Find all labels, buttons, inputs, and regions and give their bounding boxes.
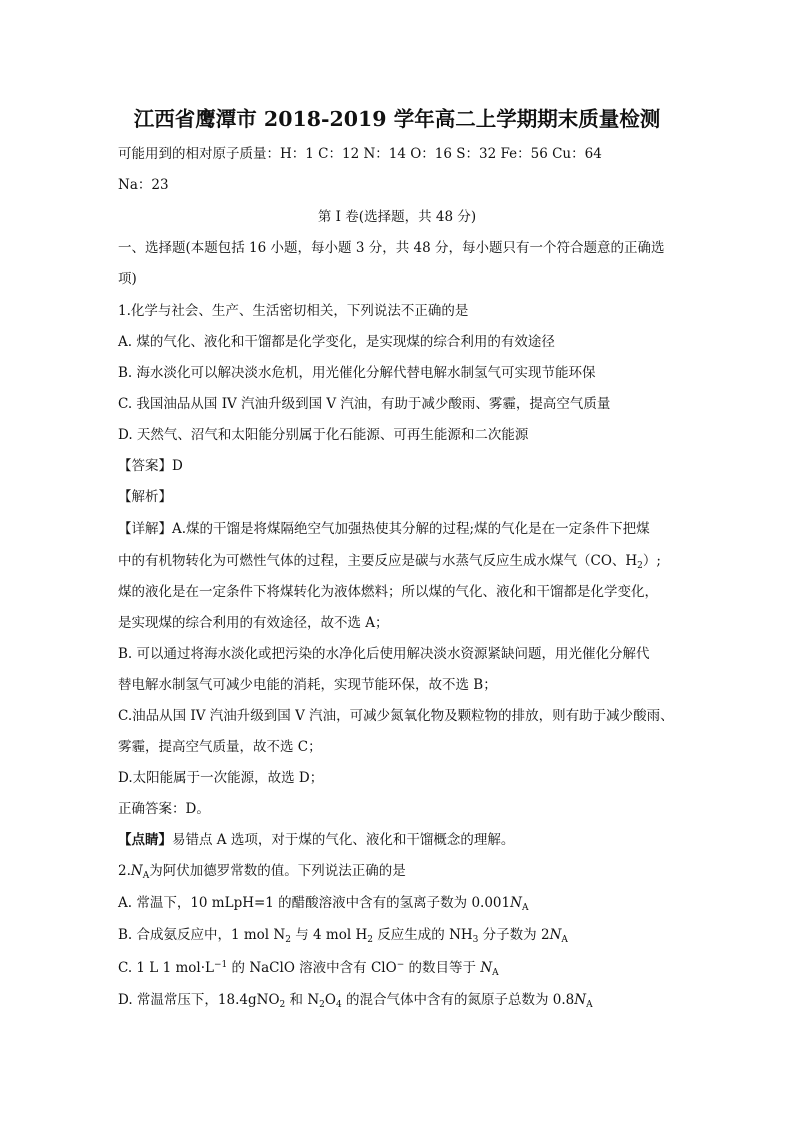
q1-detail-line-10: 正确答案：D。 xyxy=(118,801,210,817)
q1-detail-line-3: 煤的液化是在一定条件下将煤转化为液体燃料；所以煤的气化、液化和干馏都是化学变化， xyxy=(118,584,658,600)
q1-option-d: D. 天然气、沼气和太阳能分别属于化石能源、可再生能源和二次能源 xyxy=(118,427,529,443)
q1-option-a: A. 煤的气化、液化和干馏都是化学变化，是实现煤的综合利用的有效途径 xyxy=(118,334,555,350)
page-title: 江西省鹰潭市 2018-2019 学年高二上学期期末质量检测 xyxy=(133,107,661,131)
q2-option-c: C. 1 L 1 $mol\cdot L^{-1}$ 的 NaClO 溶液中含有 ClO− 的数目等于 $N_A$ xyxy=(118,960,499,978)
q2-stem: $2.N_A$为阿伏加德罗常数的值。下列说法正确的是 xyxy=(118,863,406,881)
q1-detail-line-8: 雾霾，提高空气质量，故不选 C； xyxy=(118,739,322,755)
part-one-intro-line-2: 项) xyxy=(118,271,137,287)
q1-tip xyxy=(118,832,514,848)
q1-stem: 1.化学与社会、生产、生活密切相关，下列说法不正确的是 xyxy=(118,303,469,319)
q1-detail-line-4: 是实现煤的综合利用的有效途径，故不选 A； xyxy=(118,615,389,631)
q1-detail-label: 【详解】 xyxy=(118,521,172,537)
q1-option-b: B. 海水淡化可以解决淡水危机，用光催化分解代替电解水制氢气可实现节能环保 xyxy=(118,365,596,381)
q2-option-a: A. 常温下，10 mLpH=1 的醋酸溶液中含有的氢离子数为 $0.001N_A$ xyxy=(118,895,529,913)
q1-detail-line-2: 中的有机物转化为可燃性气体的过程，主要反应是碳与水蒸气反应生成水煤气（CO、$H_2$）; xyxy=(118,553,661,571)
q1-analysis-label: 【解析】 xyxy=(118,489,172,505)
q2-option-d: D. 常温常压下，18.4gNO$_2$ 和 $N_2O_4$ 的混合气体中含有的氮原子总数为 $0.8N_A$ xyxy=(118,992,593,1010)
section-title: 第 I 卷(选择题，共 48 分) xyxy=(317,209,477,225)
q1-tip-label: 【点睛】 xyxy=(118,832,172,848)
q1-answer: 【答案】D xyxy=(118,458,183,474)
q1-detail-line-6: 替电解水制氢气可减少电能的消耗，实现节能环保，故不选 B； xyxy=(118,677,497,693)
q1-detail-line-9: D.太阳能属于一次能源，故选 D； xyxy=(118,770,324,786)
q1-detail-text-1: A.煤的干馏是将煤隔绝空气加强热使其分解的过程;煤的气化是在一定条件下把煤 xyxy=(172,521,650,537)
q1-option-c: C. 我国油品从国 IV 汽油升级到国 V 汽油，有助于减少酸雨、雾霾，提高空气质量 xyxy=(118,396,611,412)
q1-detail-line-1 xyxy=(118,521,650,537)
q1-detail-line-7: C.油品从国 IV 汽油升级到国 V 汽油，可减少氮氧化物及颗粒物的排放，则有助于减少酸雨、 xyxy=(118,708,674,724)
q2-option-b: B. 合成氨反应中，1 mol $N_2$ 与 4 mol $H_2$ 反应生成的 $NH_3$ 分子数为 $2N_A$ xyxy=(118,927,568,945)
q1-tip-text: 易错点 A 选项，对于煤的气化、液化和干馏概念的理解。 xyxy=(172,832,515,848)
atomic-masses-line-1: 可能用到的相对原子质量：H：1 C：12 N：14 O：16 S：32 Fe：56 Cu：64 xyxy=(118,146,602,162)
q1-detail-line-5: B. 可以通过将海水淡化或把污染的水净化后使用解决淡水资源紧缺问题，用光催化分解代 xyxy=(118,646,650,662)
part-one-intro-line-1: 一、选择题(本题包括 16 小题，每小题 3 分，共 48 分，每小题只有一个符合题意的正确选 xyxy=(118,240,665,256)
atomic-masses-line-2: Na：23 xyxy=(118,177,169,193)
